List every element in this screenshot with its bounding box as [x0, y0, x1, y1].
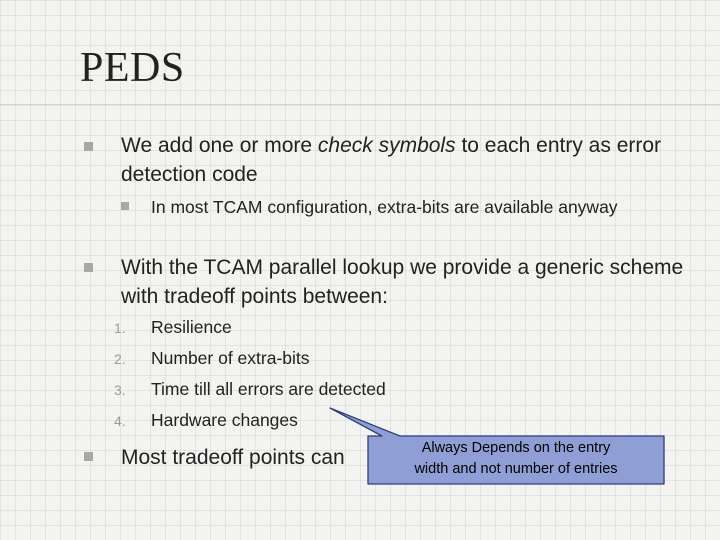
bullet-2-text: With the TCAM parallel lookup we provide a generic scheme with tradeoff points between: [121, 256, 684, 308]
sub-bullet-1-text: In most TCAM configuration, extra-bits are available anyway [151, 197, 618, 217]
numbered-item-text: Hardware changes [151, 410, 298, 430]
callout-line-1: Always Depends on the entry [421, 440, 611, 456]
numbered-item-number: 3. [114, 382, 126, 398]
bullet-3-text: Most tradeoff points can [121, 446, 345, 469]
bullet-1-plain: We add one or more [121, 134, 318, 157]
bullet-1-italic: check symbols [317, 134, 456, 157]
numbered-item-number: 2. [114, 351, 126, 367]
numbered-item-text: Resilience [151, 317, 232, 337]
numbered-item-text: Time till all errors are detected [151, 379, 386, 399]
callout-line-2: width and not number of entries [414, 461, 618, 477]
numbered-item-text: Number of extra-bits [151, 348, 310, 368]
numbered-item-number: 4. [114, 413, 126, 429]
bullet-1-rest: to each entry as error detection code [121, 134, 662, 186]
numbered-item-number: 1. [114, 320, 126, 336]
page-title: PEDS [80, 45, 185, 91]
callout-text [368, 438, 664, 480]
